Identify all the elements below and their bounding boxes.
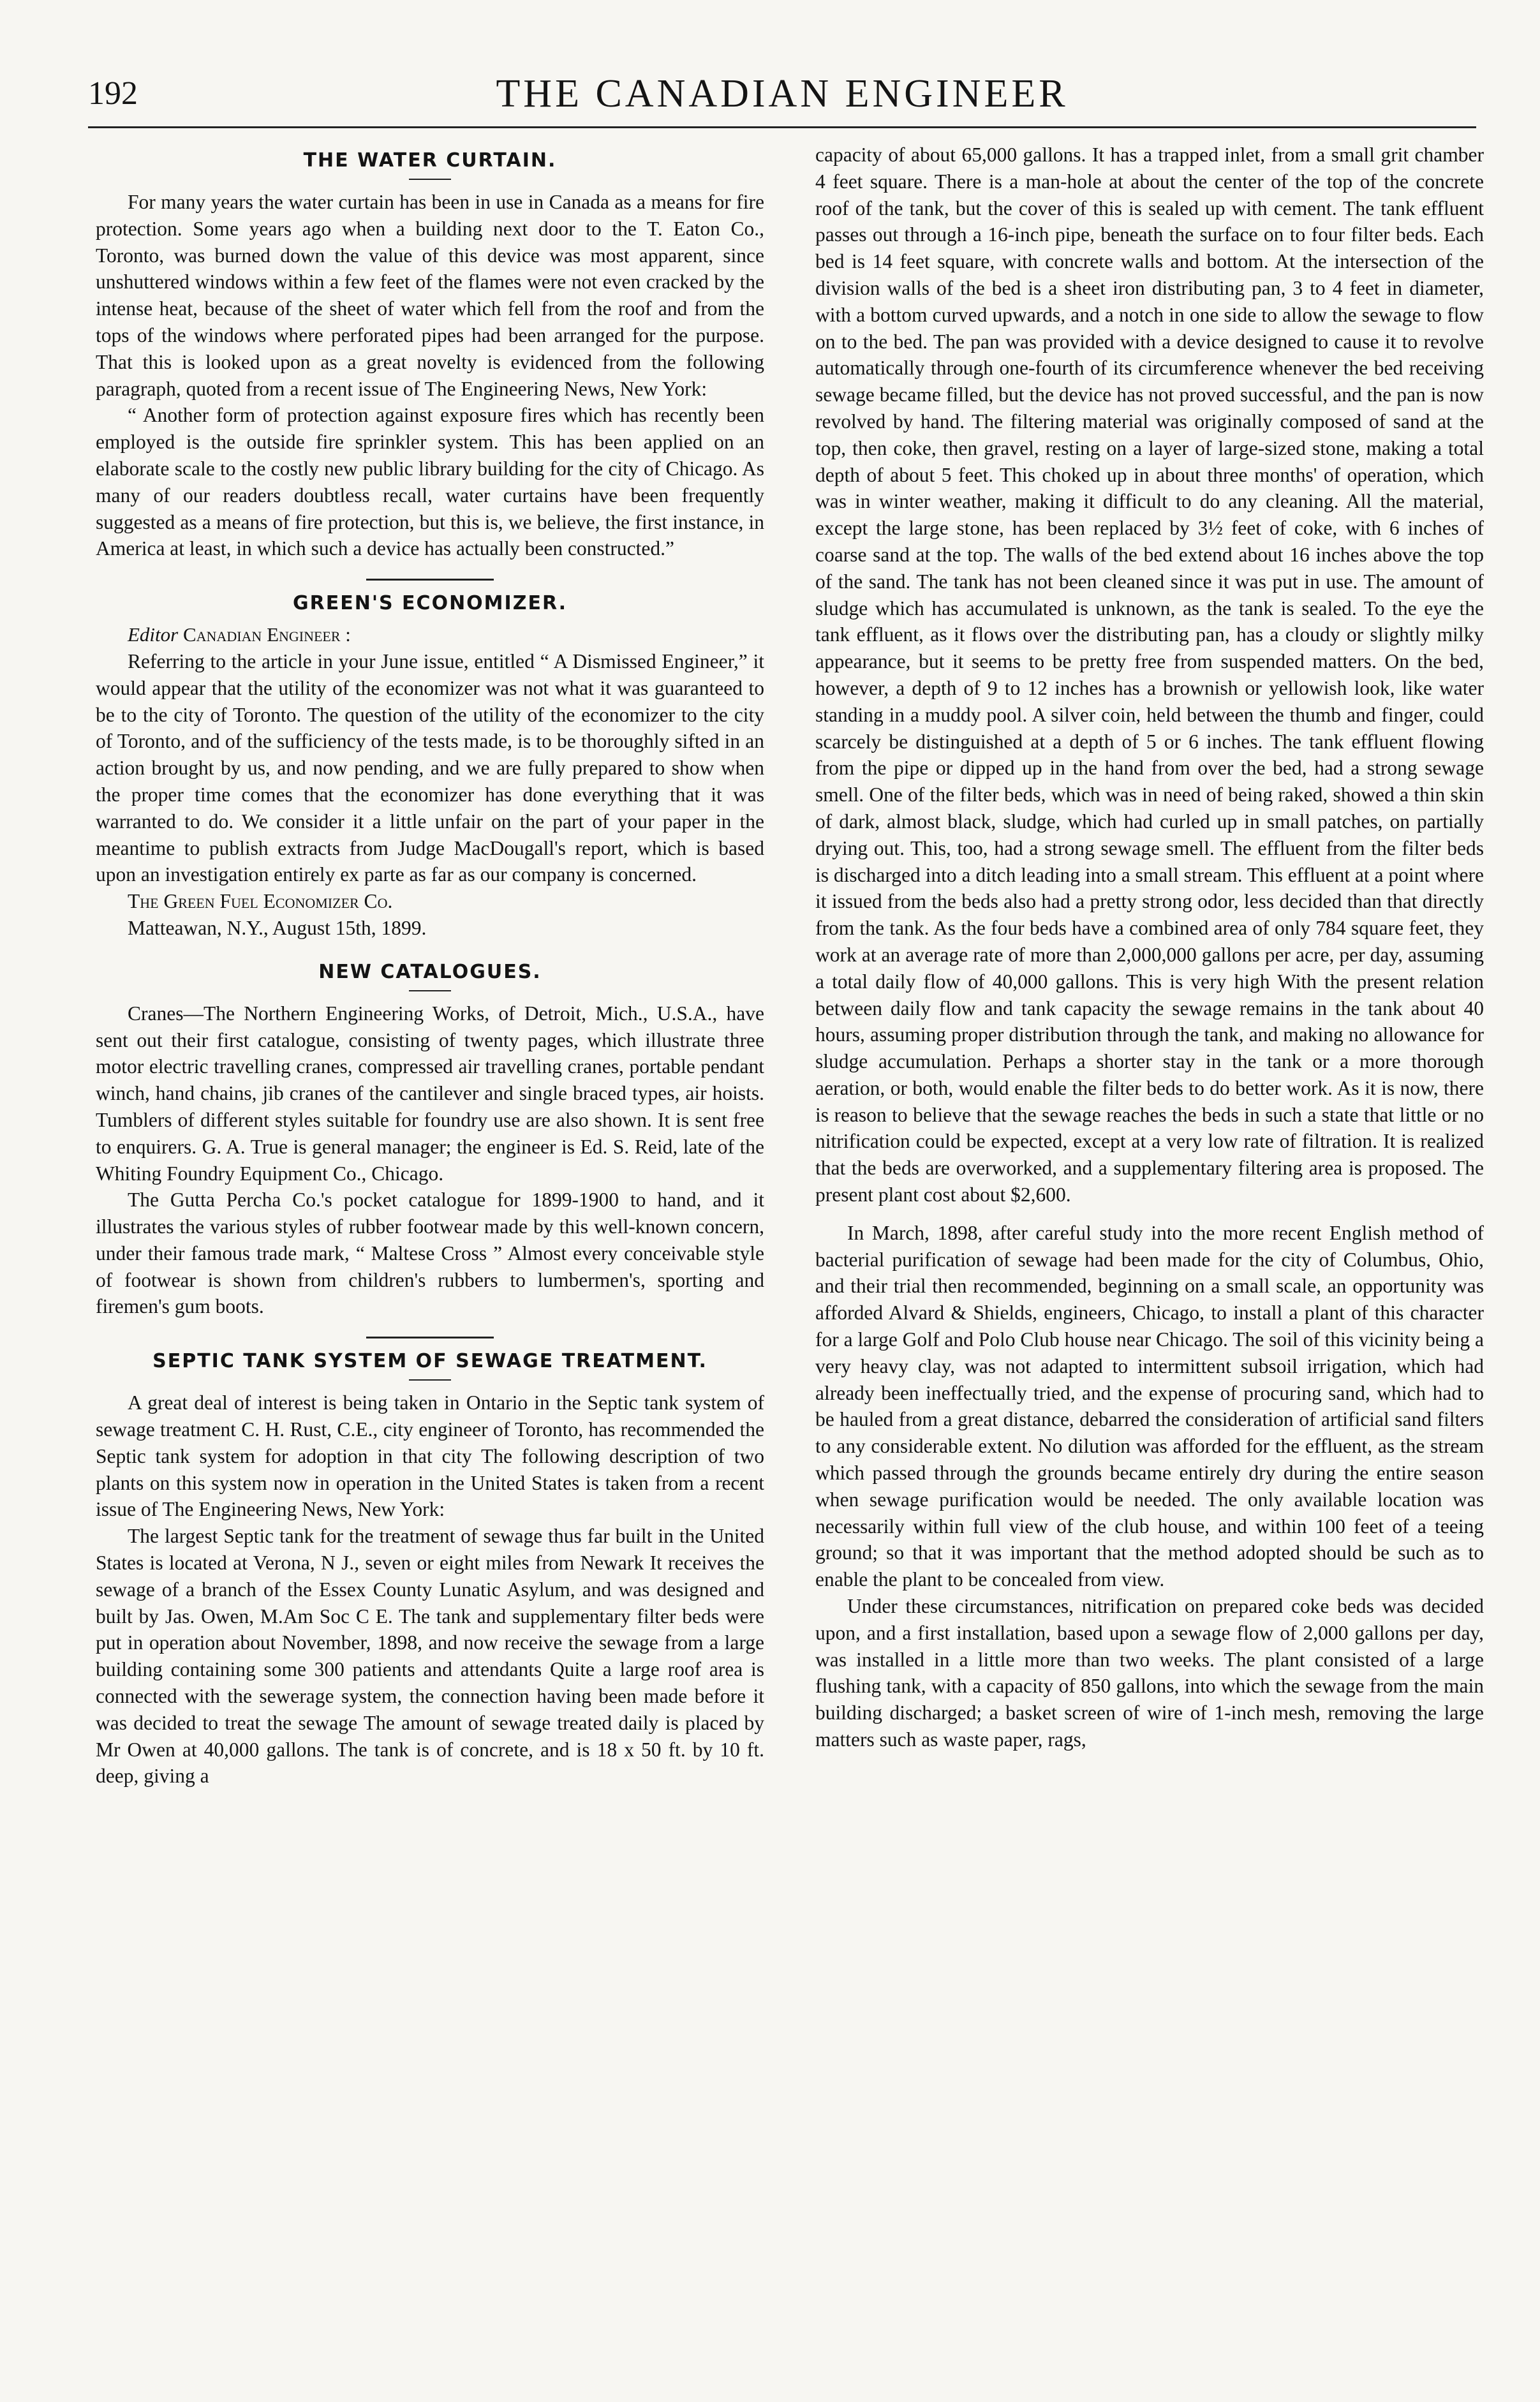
page-number: 192	[88, 75, 138, 112]
title-rule	[409, 990, 451, 991]
septic-paragraph-2: The largest Septic tank for the treatment of sewage thus far built in the United States is located at Verona, N J., seven or eight miles from Newark It receives the sewage of a branch of the Essex County Lunatic Asylum, and was designed and built by Jas. Owen, M.Am Soc C E. The tank and supplementary filter beds were put in operation about November, 1898, and now receive the sewage from a large building containing some 300 patients and attendants Quite a large roof area is connected with the sewerage system, the connection having been made before it was decided to treat the sewage The amount of sewage treated daily is placed by Mr Owen at 40,000 gallons. The tank is of concrete, and is 18 x 50 ft. by 10 ft. deep, giving a	[96, 1525, 764, 1788]
water-curtain-paragraph-1: For many years the water curtain has been in use in Canada as a means for fire protection. Some years ago when a building next door to the T. Eaton Co., Toronto, was burned down the value of this device was most apparent, since unshuttered windows within a few feet of the flames were not even cracked by the intense heat, because of the sheet of water which fell from the roof and from the tops of the windows where perforated pipes had been arranged for the purpose. That this is looked upon as a great novelty is evidenced from the following paragraph, quoted from a recent issue of The Engineering News, New York:	[96, 191, 764, 400]
section-separator	[366, 1337, 494, 1338]
economizer-paragraph-1: Referring to the article in your June issue, entitled “ A Dismissed Engineer,” it would appear that the utility of the economizer was not what it was guaranteed to be to the city of Toronto. The question of the utility of the economizer to the city of Toronto, and of the sufficiency of the tests made, is to be thoroughly sifted in an action brought by us, and now pending, and we are fully prepared to show when the proper time comes that the economizer has done everything that it was warranted to do. We consider it a little unfair on the part of your paper in the meantime to publish extracts from Judge MacDougall's report, which is based upon an investigation entirely ex parte as far as our company is concerned.	[96, 649, 764, 886]
spacer	[815, 1208, 1484, 1220]
section-separator	[366, 579, 494, 581]
catalogues-paragraph-2: The Gutta Percha Co.'s pocket catalogue for 1899-1900 to hand, and it illustrates the various styles of rubber footwear made by this well-known concern, under their famous trade mark, “ Maltese Cross ” Almost every conceivable style of footwear is shown from children's rubbers to lumbermen's, sporting and firemen's gum boots.	[96, 1189, 764, 1318]
article-title-greens-economizer: GREEN'S ECONOMIZER.	[293, 592, 567, 615]
economizer-signature: The Green Fuel Economizer Co.	[128, 890, 393, 913]
article-title-new-catalogues: NEW CATALOGUES.	[318, 960, 542, 983]
article-title-water-curtain: THE WATER CURTAIN.	[303, 149, 557, 172]
septic-paragraph-1: A great deal of interest is being taken in Ontario in the Septic tank system of sewage treatment C. H. Rust, C.E., city engineer of Toronto, has recommended the Septic tank system for adoption in that city The following description of two plants on this system now in operation in the United States is taken from a recent issue of The Engineering News, New York:	[96, 1391, 764, 1521]
water-curtain-paragraph-2: “ Another form of protection against exposure fires which has recently been employed is the outside fire sprinkler system. This has been applied on an elaborate scale to the costly new public library building for the city of Chicago. As many of our readers doubtless recall, water curtains have been frequently suggested as a means of fire protection, but this is, we believe, the first instance, in America at least, in which such a device has actually been constructed.”	[96, 404, 764, 560]
catalogues-paragraph-1: Cranes—The Northern Engineering Works, of Detroit, Mich., U.S.A., have sent out their first catalogue, consisting of twenty pages, which illustrate three motor electric travelling cranes, compressed air travelling cranes, portable pendant winch, hand chains, jib cranes of the cantilever and single braced types, air hoists. Tumblers of different styles suitable for foundry use are also shown. It is sent free to enquirers. G. A. True is general manager; the engineer is Ed. S. Reid, late of the Whiting Foundry Equipment Co., Chicago.	[96, 1002, 764, 1185]
editor-prefix: Editor	[128, 623, 179, 646]
left-column	[96, 142, 764, 1790]
journal-title: THE CANADIAN ENGINEER	[496, 72, 1069, 115]
header-rule	[88, 126, 1476, 128]
septic-paragraph-3: capacity of about 65,000 gallons. It has a trapped inlet, from a small grit chamber 4 feet square. There is a man-hole at about the center of the top of the concrete roof of the tank, but the cover of this is sealed up with cement. The tank effluent passes out through a 16-inch pipe, beneath the surface on to four filter beds. Each bed is 14 feet square, with concrete walls and bottom. At the intersection of the division walls of the bed is a sheet iron distributing pan, 3 to 4 feet in diameter, with a bottom curved upwards, and a notch in one side to allow the sewage to flow on to the bed. The pan was provided with a device designed to cause it to revolve automatically through one-fourth of its circumference whenever the bed receiving sewage became filled, but the device has not proved successful, and the pan is now revolved by hand. The filtering material was originally composed of sand at the top, then coke, then gravel, resting on a layer of large-sized stone, making a total depth of about 5 feet. This choked up in about three months' of operation, which was in winter weather, making it difficult to do any cleaning. All the material, except the large stone, has been replaced by 3½ feet of coke, with 6 inches of coarse sand at the top. The walls of the bed extend about 16 inches above the top of the sand. The tank has not been cleaned since it was put in use. The amount of sludge which has accumulated is unknown, as the tank is sealed. To the eye the tank effluent, as it flows over the distributing pan, has a cloudy or slightly milky appearance, but it seems to be pretty free from suspended matters. On the bed, however, a depth of 9 to 12 inches has a brownish or yellowish look, like water standing in a muddy pool. A silver coin, held between the thumb and finger, could scarcely be distinguished at a depth of 5 or 6 inches. The tank effluent flowing from the pipe or dipped up in the hand from over the bed, had a strong sewage smell. One of the filter beds, which was in need of being raked, showed a thin skin of dark, almost black, sludge, which had curled up in small patches, on partially drying out. This, too, had a strong sewage smell. The effluent from the filter beds is discharged into a ditch leading into a small stream. This effluent at a point where it issued from the beds also had a pretty strong odor, less decided than that directly from the tank. As the four beds have a combined area of only 784 square feet, they work at an average rate of more than 2,000,000 gallons per acre, per day, assuming a total daily flow of 40,000 gallons. This is very high With the present relation between daily flow and tank capacity the sewage remains in the tank about 40 hours, assuming proper distribution through the tank, and making no allowance for sludge accumulation. Perhaps a shorter stay in the tank or a more thorough aeration, or both, would enable the filter beds to do better work. As it is now, there is reason to believe that the sewage reaches the beds in such a state that little or no nitrification could be expected, except at a very low rate of filtration. It is realized that the beds are overworked, and a supplementary filtering area is proposed. The present plant cost about $2,600.	[815, 144, 1484, 1206]
page-header	[88, 71, 1476, 122]
spacer	[96, 942, 764, 953]
title-rule	[409, 179, 451, 180]
editor-salutation	[96, 621, 764, 648]
editor-name: Canadian Engineer :	[182, 623, 351, 646]
economizer-dateline: Matteawan, N.Y., August 15th, 1899.	[128, 916, 427, 939]
title-rule	[409, 1379, 451, 1381]
article-title-septic-tank: SEPTIC TANK SYSTEM OF SEWAGE TREATMENT.	[152, 1350, 707, 1373]
septic-paragraph-5: Under these circumstances, nitrification on prepared coke beds was decided upon, and a first installation, based upon a sewage flow of 2,000 gallons per day, was installed in a little more than two weeks. The plant consisted of a large flushing tank, with a capacity of 850 gallons, into which the sewage from the main building discharged; a basket screen of wire of 1-inch mesh, removing the large matters such as waste paper, rags,	[815, 1595, 1484, 1751]
septic-paragraph-4: In March, 1898, after careful study into the more recent English method of bacterial purification of sewage had been made for the city of Columbus, Ohio, and their trial then recommended, beginning on a small scale, an opportunity was afforded Alvard & Shields, engineers, Chicago, to install a plant of this character for a large Golf and Polo Club house near Chicago. The soil of this vicinity being a very heavy clay, was not adapted to intermittent subsoil irrigation, which had already been ineffectually tried, and the expense of procuring sand, which had to be hauled from a great distance, debarred the consideration of artificial sand filters to any considerable extent. No dilution was afforded for the effluent, as the stream which passed through the grounds became entirely dry during the entire season when sewage purification would be needed. The only available location was necessarily within full view of the club house, and within 100 feet of a teeing ground; so that it was important that the method adopted should be such as to enable the plant to be concealed from view.	[815, 1221, 1484, 1591]
right-column	[815, 142, 1484, 1753]
